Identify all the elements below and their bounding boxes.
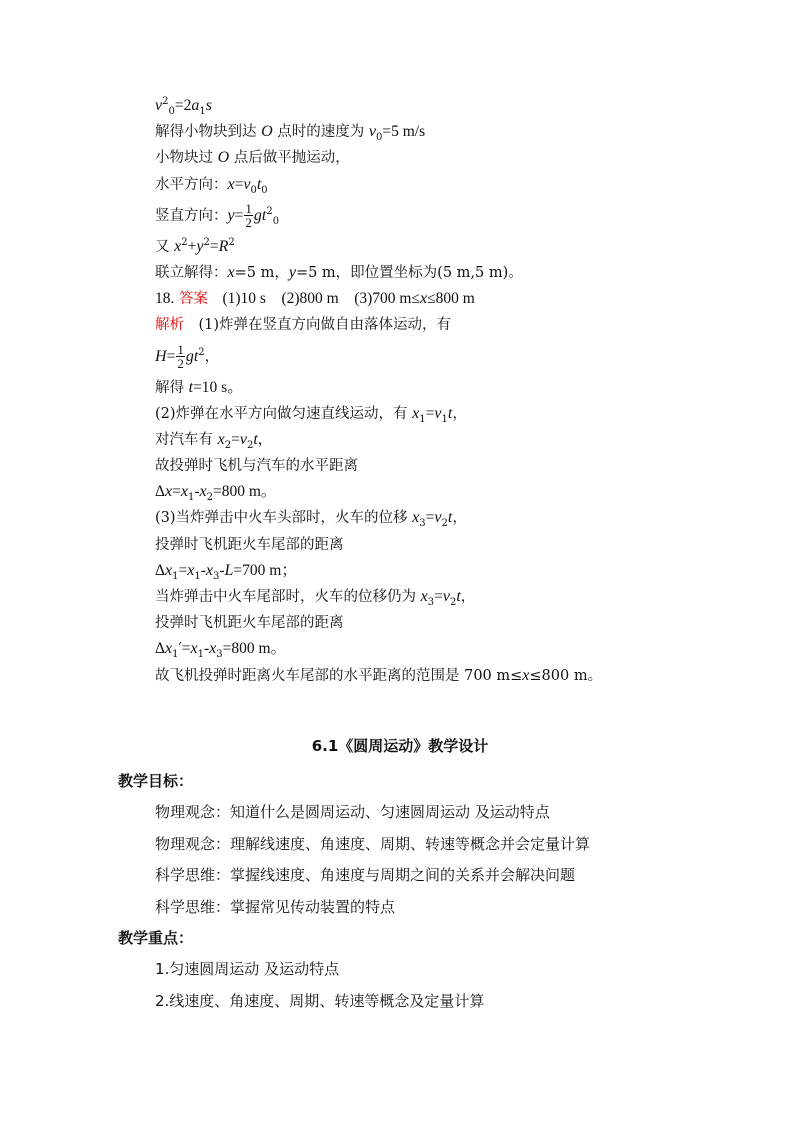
equation-line: $v^2_0=2a_1s$	[155, 96, 212, 117]
analysis-line: 解析 (1)炸弹在竖直方向做自由落体运动，有	[155, 317, 452, 334]
text-line: 故投弹时飞机与汽车的水平距离	[155, 458, 358, 475]
answer-label: 答案	[178, 291, 208, 308]
text-line: (2)炸弹在水平方向做匀速直线运动，有 $x_1=v_1t$，	[155, 404, 467, 425]
equation-line: $\Delta x=x_1-x_2=800$ m。	[155, 483, 277, 504]
fraction: $\frac{1}{2}$	[177, 342, 184, 371]
key-point-item: 2.线速度、角速度、周期、转速等概念及定量计算	[155, 992, 485, 1010]
text-line: (3)当炸弹击中火车头部时，火车的位移 $x_3=v_2t$，	[155, 509, 467, 530]
equation-line: 水平方向：$x=v_0t_0$	[155, 175, 268, 196]
analysis-label: 解析	[155, 317, 184, 334]
text-line: 解得 t=10 s。	[155, 378, 243, 396]
answer-line: 18. 答案 (1)10 s (2)800 m (3)700 m≤x≤800 m	[155, 290, 475, 308]
solution-block	[155, 93, 602, 689]
fraction: $\frac{1}{2}$	[245, 201, 252, 231]
text-line: 对汽车有 $x_2=v_2t$，	[155, 430, 273, 451]
equation-line: H= $\frac{1}{2}$ $gt^2$，	[155, 342, 220, 371]
equation-line: $\Delta x_1=x_1-x_3-L=700$ m；	[155, 561, 297, 582]
key-points-heading: 教学重点：	[118, 929, 194, 947]
goals-heading: 教学目标：	[118, 772, 194, 790]
text-line: 投弹时飞机距火车尾部的距离	[155, 615, 344, 632]
section-title: 6.1《圆周运动》教学设计	[311, 737, 489, 755]
equation-line: $\Delta x_1'=x_1-x_3=800$ m。	[155, 640, 287, 661]
goal-item: 物理观念：知道什么是圆周运动、匀速圆周运动 及运动特点	[155, 803, 550, 821]
goal-item: 科学思维：掌握常见传动装置的特点	[155, 898, 396, 916]
text-line: 解得小物块到达 O 点时的速度为 $v_0=5$ m/s	[155, 123, 426, 144]
key-point-item: 1.匀速圆周运动 及运动特点	[155, 960, 340, 978]
goal-item: 物理观念：理解线速度、角速度、周期、转速等概念并会定量计算	[155, 835, 591, 853]
text-line: 小物块过 O 点后做平抛运动，	[155, 149, 350, 167]
text-line: 当炸弹击中火车尾部时，火车的位移仍为 $x_3=v_2t$，	[155, 588, 476, 608]
text-line: 故飞机投弹时距离火车尾部的水平距离的范围是 700 m≤x≤800 m。	[155, 666, 603, 684]
equation-line: 竖直方向：y= $\frac{1}{2}$ $gt^2_0$	[155, 201, 280, 231]
text-line: 联立解得：x=5 m，y=5 m，即位置坐标为(5 m,5 m)。	[155, 263, 523, 281]
text-line: 投弹时飞机距火车尾部的距离	[155, 536, 344, 553]
equation-line: 又 $x^2+y^2=R^2$	[155, 236, 235, 255]
goal-item: 科学思维：掌握线速度、角速度与周期之间的关系并会解决问题	[155, 866, 576, 884]
